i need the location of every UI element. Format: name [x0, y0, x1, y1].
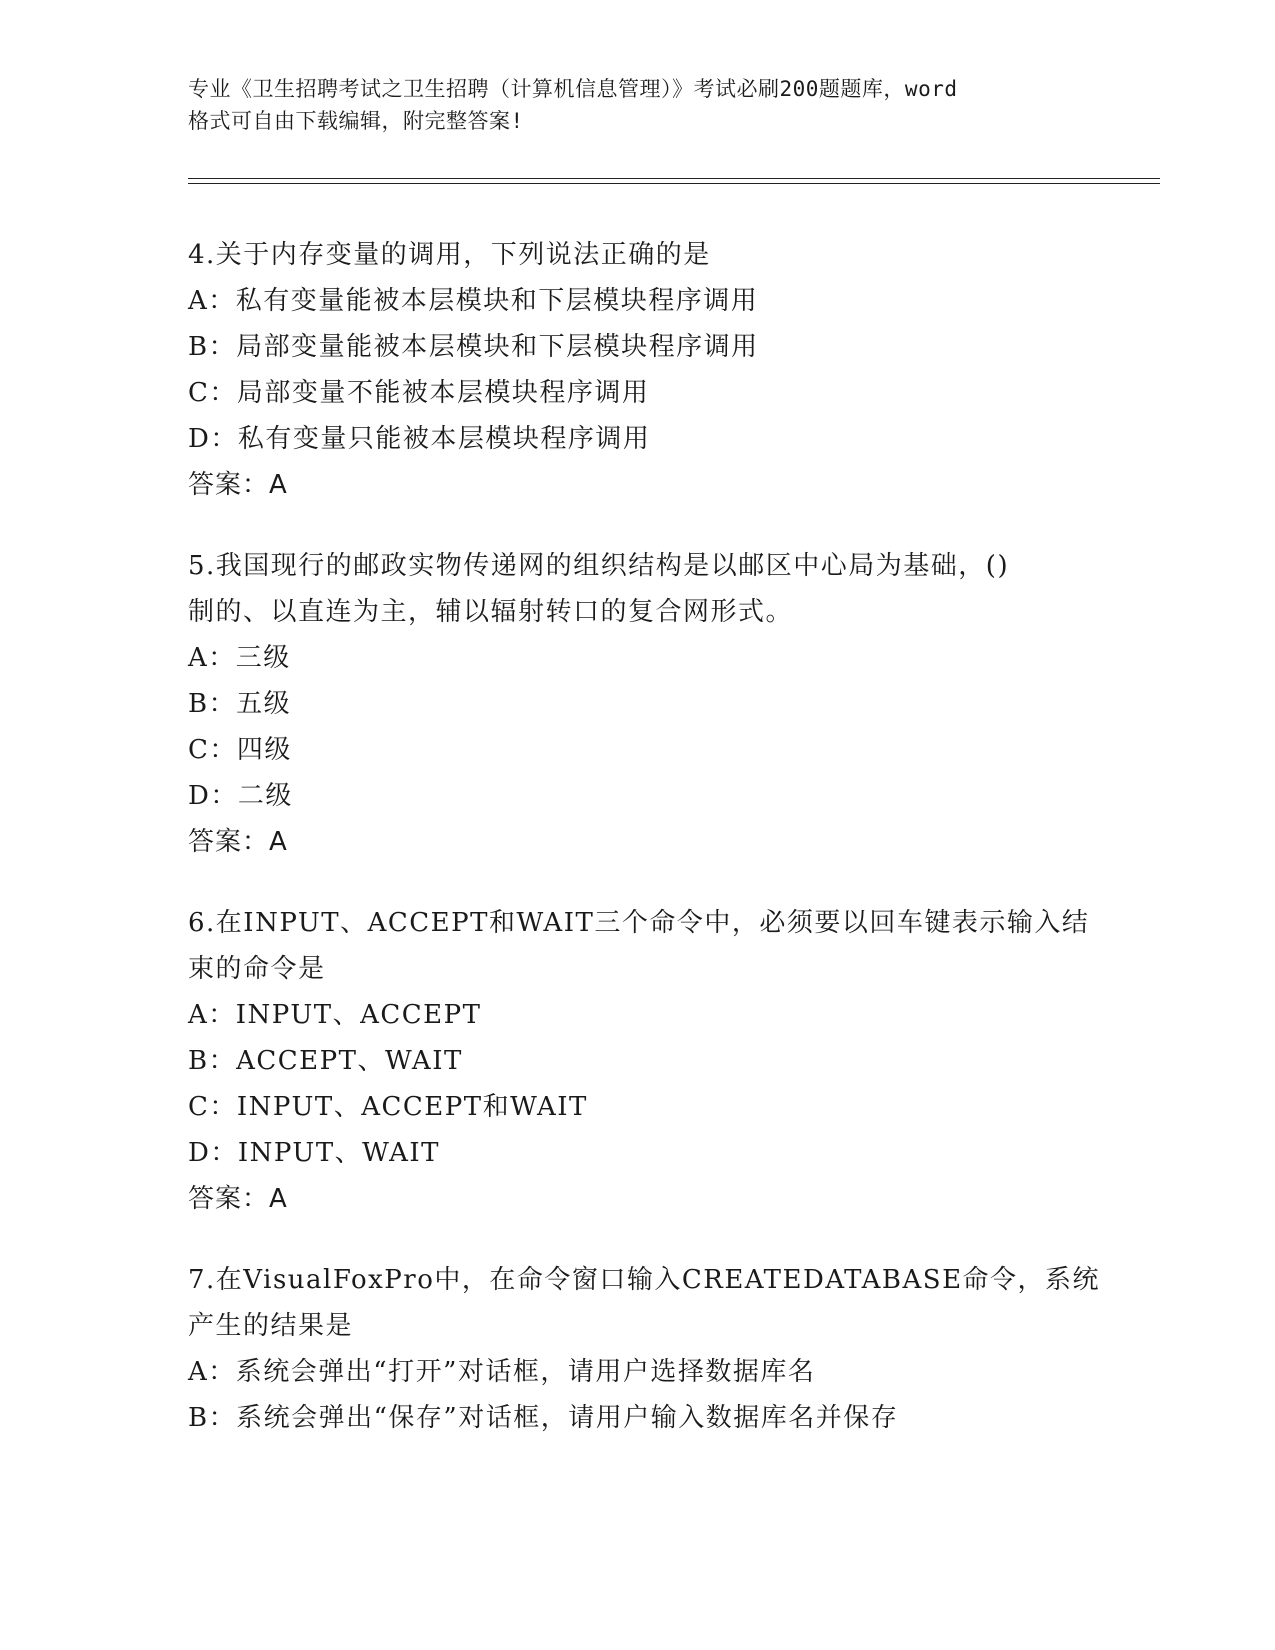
option-b: B：局部变量能被本层模块和下层模块程序调用	[188, 332, 759, 362]
answer-label: 答案：A	[188, 470, 288, 500]
question-stem-line-2: 制的、以直连为主，辅以辐射转口的复合网形式。	[188, 597, 794, 627]
option-a: A：INPUT、ACCEPT	[188, 1000, 482, 1030]
question-6	[188, 900, 1088, 1222]
header-rule-bottom	[188, 183, 1160, 184]
option-b: B：五级	[188, 689, 292, 719]
option-d: D：INPUT、WAIT	[188, 1138, 440, 1168]
document-header	[188, 73, 1088, 137]
option-c: C：局部变量不能被本层模块程序调用	[188, 378, 650, 408]
option-a: A：私有变量能被本层模块和下层模块程序调用	[188, 286, 759, 316]
question-list	[188, 232, 1101, 1476]
question-4	[188, 232, 1088, 508]
option-c: C：四级	[188, 735, 292, 765]
question-stem-line-2: 束的命令是	[188, 954, 326, 984]
header-rule-top	[188, 178, 1160, 179]
question-stem-line-1: 6.在INPUT、ACCEPT和WAIT三个命令中，必须要以回车键表示输入结	[188, 908, 1090, 938]
question-stem-line-1: 5.我国现行的邮政实物传递网的组织结构是以邮区中心局为基础，()	[188, 551, 1010, 581]
option-a: A：三级	[188, 643, 291, 673]
question-5	[188, 543, 1088, 865]
option-c: C：INPUT、ACCEPT和WAIT	[188, 1092, 588, 1122]
question-stem: 4.关于内存变量的调用，下列说法正确的是	[188, 240, 711, 270]
question-stem-line-2: 产生的结果是	[188, 1311, 354, 1341]
header-line-2: 格式可自由下载编辑，附完整答案!	[188, 109, 524, 133]
question-7	[188, 1257, 1101, 1441]
option-a: A：系统会弹出“打开”对话框，请用户选择数据库名	[188, 1357, 816, 1387]
option-b: B：ACCEPT、WAIT	[188, 1046, 463, 1076]
option-b: B：系统会弹出“保存”对话框，请用户输入数据库名并保存	[188, 1403, 899, 1433]
answer-label: 答案：A	[188, 827, 288, 857]
header-line-1: 专业《卫生招聘考试之卫生招聘（计算机信息管理）》考试必刷200题题库，word	[188, 77, 958, 101]
option-d: D：私有变量只能被本层模块程序调用	[188, 424, 651, 454]
answer-label: 答案：A	[188, 1184, 288, 1214]
question-stem-line-1: 7.在VisualFoxPro中，在命令窗口输入CREATEDATABASE命令，系统	[188, 1265, 1101, 1295]
option-d: D：二级	[188, 781, 293, 811]
